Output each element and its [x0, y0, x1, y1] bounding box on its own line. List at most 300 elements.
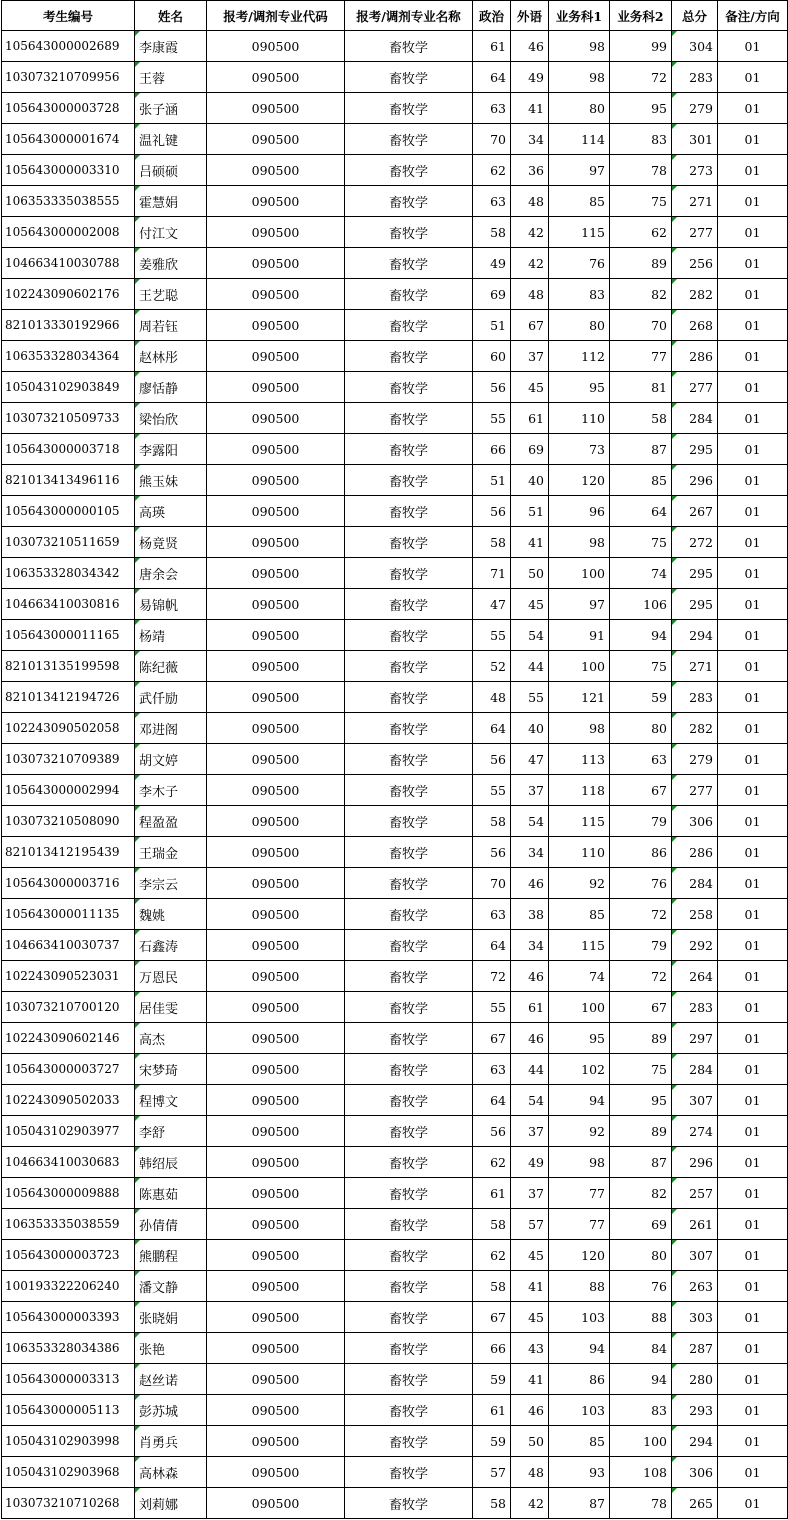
cell-total-value: 279 [689, 100, 713, 116]
cell-subject-2 [610, 1178, 672, 1209]
cell-subject-2 [610, 186, 672, 217]
cell-foreign-language-value: 46 [528, 1402, 544, 1418]
cell-note [718, 1333, 788, 1364]
cell-politics [473, 1426, 511, 1457]
cell-note-value: 01 [744, 1030, 761, 1046]
cell-total-value: 257 [689, 1185, 713, 1201]
text-format-marker-icon [672, 1178, 677, 1183]
cell-total [672, 775, 718, 806]
cell-candidate-id-value: 105043102903968 [5, 1465, 120, 1479]
cell-politics [473, 682, 511, 713]
cell-subject-1 [549, 434, 610, 465]
cell-note [718, 279, 788, 310]
cell-total [672, 899, 718, 930]
cell-total [672, 186, 718, 217]
cell-foreign-language [511, 589, 549, 620]
cell-foreign-language [511, 434, 549, 465]
cell-candidate-id [2, 341, 135, 372]
cell-name [135, 899, 207, 930]
cell-subject-1 [549, 341, 610, 372]
text-format-marker-icon [135, 248, 140, 253]
cell-candidate-id-value: 105643000003313 [5, 1372, 120, 1386]
cell-subject-1-value: 91 [589, 627, 605, 643]
cell-subject-2-value: 75 [651, 193, 667, 209]
cell-total-value: 287 [689, 1340, 713, 1356]
cell-subject-1 [549, 1333, 610, 1364]
cell-major-name [345, 1395, 473, 1426]
cell-total-value: 256 [689, 255, 713, 271]
cell-major-code-value: 090500 [251, 1340, 300, 1356]
cell-subject-1-value: 102 [581, 1061, 605, 1077]
table-row [2, 837, 788, 868]
cell-politics-value: 48 [490, 689, 506, 705]
cell-total [672, 1209, 718, 1240]
text-format-marker-icon [672, 1240, 677, 1245]
cell-major-code [207, 1364, 345, 1395]
cell-subject-2-value: 77 [651, 348, 667, 364]
text-format-marker-icon [135, 1395, 140, 1400]
cell-subject-2 [610, 837, 672, 868]
text-format-marker-icon [672, 93, 677, 98]
text-format-marker-icon [135, 713, 140, 718]
cell-subject-1-value: 88 [589, 1278, 605, 1294]
cell-subject-2 [610, 496, 672, 527]
cell-subject-1-value: 98 [589, 720, 605, 736]
cell-candidate-id-value: 105643000001674 [5, 132, 120, 146]
cell-subject-2 [610, 1054, 672, 1085]
cell-subject-2 [610, 155, 672, 186]
cell-politics [473, 651, 511, 682]
cell-name [135, 1116, 207, 1147]
cell-subject-1 [549, 217, 610, 248]
text-format-marker-icon [672, 806, 677, 811]
cell-politics-value: 55 [490, 782, 506, 798]
cell-major-code-value: 090500 [251, 999, 300, 1015]
cell-subject-1 [549, 527, 610, 558]
cell-name [135, 186, 207, 217]
cell-note [718, 310, 788, 341]
cell-total [672, 1302, 718, 1333]
cell-politics-value: 61 [490, 1185, 506, 1201]
table-row [2, 186, 788, 217]
cell-note [718, 620, 788, 651]
text-format-marker-icon [135, 589, 140, 594]
cell-note-value: 01 [744, 844, 761, 860]
cell-total [672, 496, 718, 527]
cell-major-code-value: 090500 [251, 1123, 300, 1139]
cell-name [135, 1488, 207, 1519]
cell-name-value: 李舒 [139, 1125, 166, 1141]
cell-foreign-language-value: 42 [528, 224, 544, 240]
cell-major-name [345, 279, 473, 310]
cell-name [135, 496, 207, 527]
cell-note-value: 01 [744, 131, 761, 147]
cell-subject-2-value: 63 [651, 751, 667, 767]
text-format-marker-icon [135, 682, 140, 687]
cell-total [672, 1085, 718, 1116]
cell-major-name-value: 畜牧学 [388, 877, 428, 893]
cell-foreign-language-value: 41 [528, 100, 544, 116]
cell-major-code [207, 372, 345, 403]
table-row [2, 403, 788, 434]
cell-major-name-value: 畜牧学 [388, 381, 428, 397]
cell-note [718, 558, 788, 589]
cell-candidate-id [2, 1488, 135, 1519]
table-row [2, 217, 788, 248]
cell-subject-1-value: 80 [589, 317, 605, 333]
cell-total-value: 296 [689, 1154, 713, 1170]
cell-candidate-id [2, 186, 135, 217]
text-format-marker-icon [135, 651, 140, 656]
cell-name-value: 张晓娟 [139, 1311, 179, 1327]
text-format-marker-icon [672, 1395, 677, 1400]
cell-major-code [207, 806, 345, 837]
cell-note [718, 62, 788, 93]
cell-subject-1-value: 112 [581, 348, 605, 364]
cell-note [718, 1147, 788, 1178]
cell-foreign-language-value: 54 [528, 627, 544, 643]
cell-politics-value: 58 [490, 1278, 506, 1294]
cell-candidate-id [2, 1426, 135, 1457]
cell-name-value: 陈惠茹 [139, 1187, 179, 1203]
cell-total-value: 274 [689, 1123, 713, 1139]
cell-major-name [345, 93, 473, 124]
cell-major-code [207, 1209, 345, 1240]
table-row [2, 775, 788, 806]
cell-subject-1-value: 120 [581, 1247, 605, 1263]
cell-major-name [345, 961, 473, 992]
cell-subject-1 [549, 651, 610, 682]
cell-name-value: 魏姚 [139, 908, 166, 924]
cell-note [718, 217, 788, 248]
cell-note-value: 01 [744, 534, 761, 550]
cell-politics [473, 775, 511, 806]
cell-major-code-value: 090500 [251, 472, 300, 488]
cell-foreign-language [511, 1395, 549, 1426]
cell-candidate-id-value: 104663410030788 [5, 256, 120, 270]
cell-major-name [345, 899, 473, 930]
cell-foreign-language [511, 899, 549, 930]
cell-subject-1-value: 120 [581, 472, 605, 488]
cell-name-value: 孙倩倩 [139, 1218, 179, 1234]
cell-politics-value: 58 [490, 813, 506, 829]
cell-total [672, 806, 718, 837]
cell-subject-1-value: 77 [589, 1185, 605, 1201]
cell-candidate-id [2, 589, 135, 620]
text-format-marker-icon [672, 713, 677, 718]
cell-subject-2 [610, 558, 672, 589]
cell-foreign-language-value: 37 [528, 1185, 544, 1201]
table-row [2, 744, 788, 775]
cell-name-value: 程博文 [139, 1094, 179, 1110]
cell-subject-1-value: 85 [589, 906, 605, 922]
cell-major-code [207, 310, 345, 341]
cell-candidate-id-value: 105643000005113 [5, 1403, 120, 1417]
cell-candidate-id-value: 106353335038559 [5, 1217, 120, 1231]
cell-total-value: 282 [689, 720, 713, 736]
cell-foreign-language [511, 651, 549, 682]
cell-candidate-id [2, 682, 135, 713]
cell-candidate-id-value: 821013412194726 [5, 690, 120, 704]
cell-foreign-language-value: 44 [528, 658, 544, 674]
cell-candidate-id-value: 105643000003727 [5, 1062, 120, 1076]
cell-candidate-id-value: 105643000002689 [5, 39, 120, 53]
cell-note [718, 1457, 788, 1488]
cell-subject-2 [610, 713, 672, 744]
text-format-marker-icon [672, 837, 677, 842]
cell-note-value: 01 [744, 100, 761, 116]
cell-note-value: 01 [744, 1309, 761, 1325]
cell-total [672, 403, 718, 434]
cell-major-code [207, 1240, 345, 1271]
cell-politics [473, 620, 511, 651]
cell-politics [473, 1271, 511, 1302]
cell-foreign-language-value: 38 [528, 906, 544, 922]
cell-candidate-id-value: 105643000003718 [5, 442, 120, 456]
cell-candidate-id-value: 106353335038555 [5, 194, 120, 208]
cell-major-code-value: 090500 [251, 1464, 300, 1480]
text-format-marker-icon [672, 124, 677, 129]
cell-major-name-value: 畜牧学 [388, 598, 428, 614]
text-format-marker-icon [135, 899, 140, 904]
cell-subject-1 [549, 93, 610, 124]
cell-subject-2 [610, 744, 672, 775]
cell-politics-value: 67 [490, 1030, 506, 1046]
cell-note-value: 01 [744, 193, 761, 209]
cell-total [672, 868, 718, 899]
cell-politics-value: 56 [490, 1123, 506, 1139]
text-format-marker-icon [135, 1488, 140, 1493]
cell-candidate-id-value: 105643000003728 [5, 101, 120, 115]
cell-foreign-language-value: 54 [528, 1092, 544, 1108]
cell-major-code [207, 1457, 345, 1488]
cell-major-name-value: 畜牧学 [388, 784, 428, 800]
cell-name [135, 1302, 207, 1333]
cell-foreign-language-value: 37 [528, 348, 544, 364]
cell-candidate-id-value: 103073210508090 [5, 814, 120, 828]
cell-politics [473, 434, 511, 465]
cell-note [718, 1426, 788, 1457]
text-format-marker-icon [672, 1209, 677, 1214]
cell-subject-2 [610, 341, 672, 372]
cell-major-name-value: 畜牧学 [388, 443, 428, 459]
cell-major-code-value: 090500 [251, 1030, 300, 1046]
cell-subject-2-value: 83 [651, 131, 667, 147]
cell-note [718, 527, 788, 558]
table-row [2, 93, 788, 124]
cell-subject-1-value: 98 [589, 534, 605, 550]
cell-major-code-value: 090500 [251, 937, 300, 953]
cell-note [718, 868, 788, 899]
cell-major-name-value: 畜牧学 [388, 1156, 428, 1172]
cell-name-value: 易锦帆 [139, 598, 179, 614]
cell-candidate-id [2, 651, 135, 682]
cell-subject-1 [549, 589, 610, 620]
cell-note [718, 372, 788, 403]
cell-note-value: 01 [744, 937, 761, 953]
cell-politics [473, 341, 511, 372]
cell-subject-2 [610, 1147, 672, 1178]
cell-total-value: 286 [689, 348, 713, 364]
cell-name [135, 1457, 207, 1488]
cell-note [718, 1240, 788, 1271]
cell-subject-2 [610, 310, 672, 341]
cell-foreign-language [511, 248, 549, 279]
cell-total [672, 713, 718, 744]
cell-note-value: 01 [744, 255, 761, 271]
cell-major-code [207, 248, 345, 279]
text-format-marker-icon [135, 1054, 140, 1059]
cell-subject-2-value: 82 [651, 286, 667, 302]
cell-major-code-value: 090500 [251, 131, 300, 147]
cell-major-name-value: 畜牧学 [388, 1342, 428, 1358]
cell-foreign-language-value: 57 [528, 1216, 544, 1232]
cell-foreign-language-value: 69 [528, 441, 544, 457]
cell-major-code [207, 837, 345, 868]
cell-note [718, 1271, 788, 1302]
cell-total [672, 992, 718, 1023]
cell-name [135, 620, 207, 651]
cell-subject-2 [610, 465, 672, 496]
text-format-marker-icon [135, 806, 140, 811]
cell-subject-1-value: 98 [589, 1154, 605, 1170]
cell-major-code [207, 620, 345, 651]
text-format-marker-icon [672, 744, 677, 749]
cell-subject-1 [549, 124, 610, 155]
text-format-marker-icon [672, 310, 677, 315]
cell-note [718, 31, 788, 62]
cell-politics [473, 1116, 511, 1147]
text-format-marker-icon [672, 775, 677, 780]
cell-major-code [207, 961, 345, 992]
text-format-marker-icon [135, 961, 140, 966]
cell-foreign-language [511, 682, 549, 713]
cell-candidate-id [2, 1054, 135, 1085]
cell-subject-2 [610, 1364, 672, 1395]
cell-note [718, 1302, 788, 1333]
cell-politics-value: 66 [490, 1340, 506, 1356]
cell-subject-1 [549, 496, 610, 527]
cell-major-name-value: 畜牧学 [388, 567, 428, 583]
text-format-marker-icon [672, 868, 677, 873]
cell-note-value: 01 [744, 503, 761, 519]
text-format-marker-icon [135, 1147, 140, 1152]
cell-note-value: 01 [744, 1154, 761, 1170]
cell-subject-1 [549, 620, 610, 651]
cell-politics [473, 527, 511, 558]
cell-major-name [345, 682, 473, 713]
cell-foreign-language [511, 806, 549, 837]
cell-candidate-id-value: 105643000002008 [5, 225, 120, 239]
cell-foreign-language-value: 54 [528, 813, 544, 829]
text-format-marker-icon [672, 62, 677, 67]
cell-note-value: 01 [744, 1402, 761, 1418]
cell-total [672, 310, 718, 341]
cell-candidate-id [2, 713, 135, 744]
cell-major-name-value: 畜牧学 [388, 753, 428, 769]
cell-politics-value: 58 [490, 224, 506, 240]
cell-major-code-value: 090500 [251, 596, 300, 612]
cell-foreign-language [511, 992, 549, 1023]
cell-subject-1 [549, 465, 610, 496]
text-format-marker-icon [672, 1488, 677, 1493]
cell-foreign-language [511, 124, 549, 155]
cell-major-name-value: 畜牧学 [388, 1404, 428, 1420]
cell-foreign-language [511, 62, 549, 93]
cell-subject-1-value: 115 [581, 937, 605, 953]
cell-total-value: 295 [689, 565, 713, 581]
cell-candidate-id-value: 105043102903977 [5, 1124, 120, 1138]
cell-name [135, 775, 207, 806]
cell-subject-1-value: 110 [581, 410, 605, 426]
cell-subject-2-value: 72 [651, 69, 667, 85]
cell-foreign-language-value: 49 [528, 69, 544, 85]
cell-politics [473, 1240, 511, 1271]
table-row [2, 1209, 788, 1240]
cell-subject-2 [610, 1085, 672, 1116]
cell-major-code-value: 090500 [251, 1061, 300, 1077]
cell-foreign-language-value: 41 [528, 1371, 544, 1387]
cell-subject-2-value: 79 [651, 937, 667, 953]
cell-total [672, 465, 718, 496]
cell-major-code-value: 090500 [251, 1495, 300, 1511]
cell-subject-1 [549, 1116, 610, 1147]
cell-major-name-value: 畜牧学 [388, 846, 428, 862]
cell-candidate-id-value: 105043102903998 [5, 1434, 120, 1448]
cell-note-value: 01 [744, 875, 761, 891]
text-format-marker-icon [135, 1302, 140, 1307]
cell-subject-1-value: 92 [589, 875, 605, 891]
cell-note [718, 1178, 788, 1209]
cell-name-value: 陈纪薇 [139, 660, 179, 676]
cell-subject-2 [610, 62, 672, 93]
cell-politics [473, 837, 511, 868]
cell-subject-1 [549, 992, 610, 1023]
cell-subject-2-value: 64 [651, 503, 667, 519]
cell-note [718, 186, 788, 217]
header-major-code: 报考/调剂专业代码 [207, 1, 345, 31]
cell-total [672, 837, 718, 868]
text-format-marker-icon [672, 930, 677, 935]
cell-name-value: 唐余会 [139, 567, 179, 583]
cell-name-value: 赵林彤 [139, 350, 179, 366]
cell-candidate-id-value: 105643000009888 [5, 1186, 120, 1200]
cell-politics [473, 248, 511, 279]
cell-candidate-id [2, 1457, 135, 1488]
cell-politics [473, 1457, 511, 1488]
table-row [2, 930, 788, 961]
text-format-marker-icon [135, 868, 140, 873]
cell-foreign-language [511, 961, 549, 992]
table-row [2, 899, 788, 930]
cell-major-name [345, 372, 473, 403]
cell-major-code-value: 090500 [251, 1278, 300, 1294]
cell-subject-2 [610, 434, 672, 465]
cell-note [718, 837, 788, 868]
cell-candidate-id [2, 1395, 135, 1426]
cell-candidate-id-value: 105643000000105 [5, 504, 120, 518]
cell-name-value: 武仟励 [139, 691, 179, 707]
cell-subject-1-value: 96 [589, 503, 605, 519]
cell-major-code [207, 1023, 345, 1054]
cell-note-value: 01 [744, 968, 761, 984]
cell-candidate-id [2, 248, 135, 279]
cell-subject-1-value: 98 [589, 69, 605, 85]
cell-subject-2-value: 87 [651, 441, 667, 457]
cell-major-name-value: 畜牧学 [388, 102, 428, 118]
text-format-marker-icon [672, 186, 677, 191]
cell-subject-2 [610, 961, 672, 992]
